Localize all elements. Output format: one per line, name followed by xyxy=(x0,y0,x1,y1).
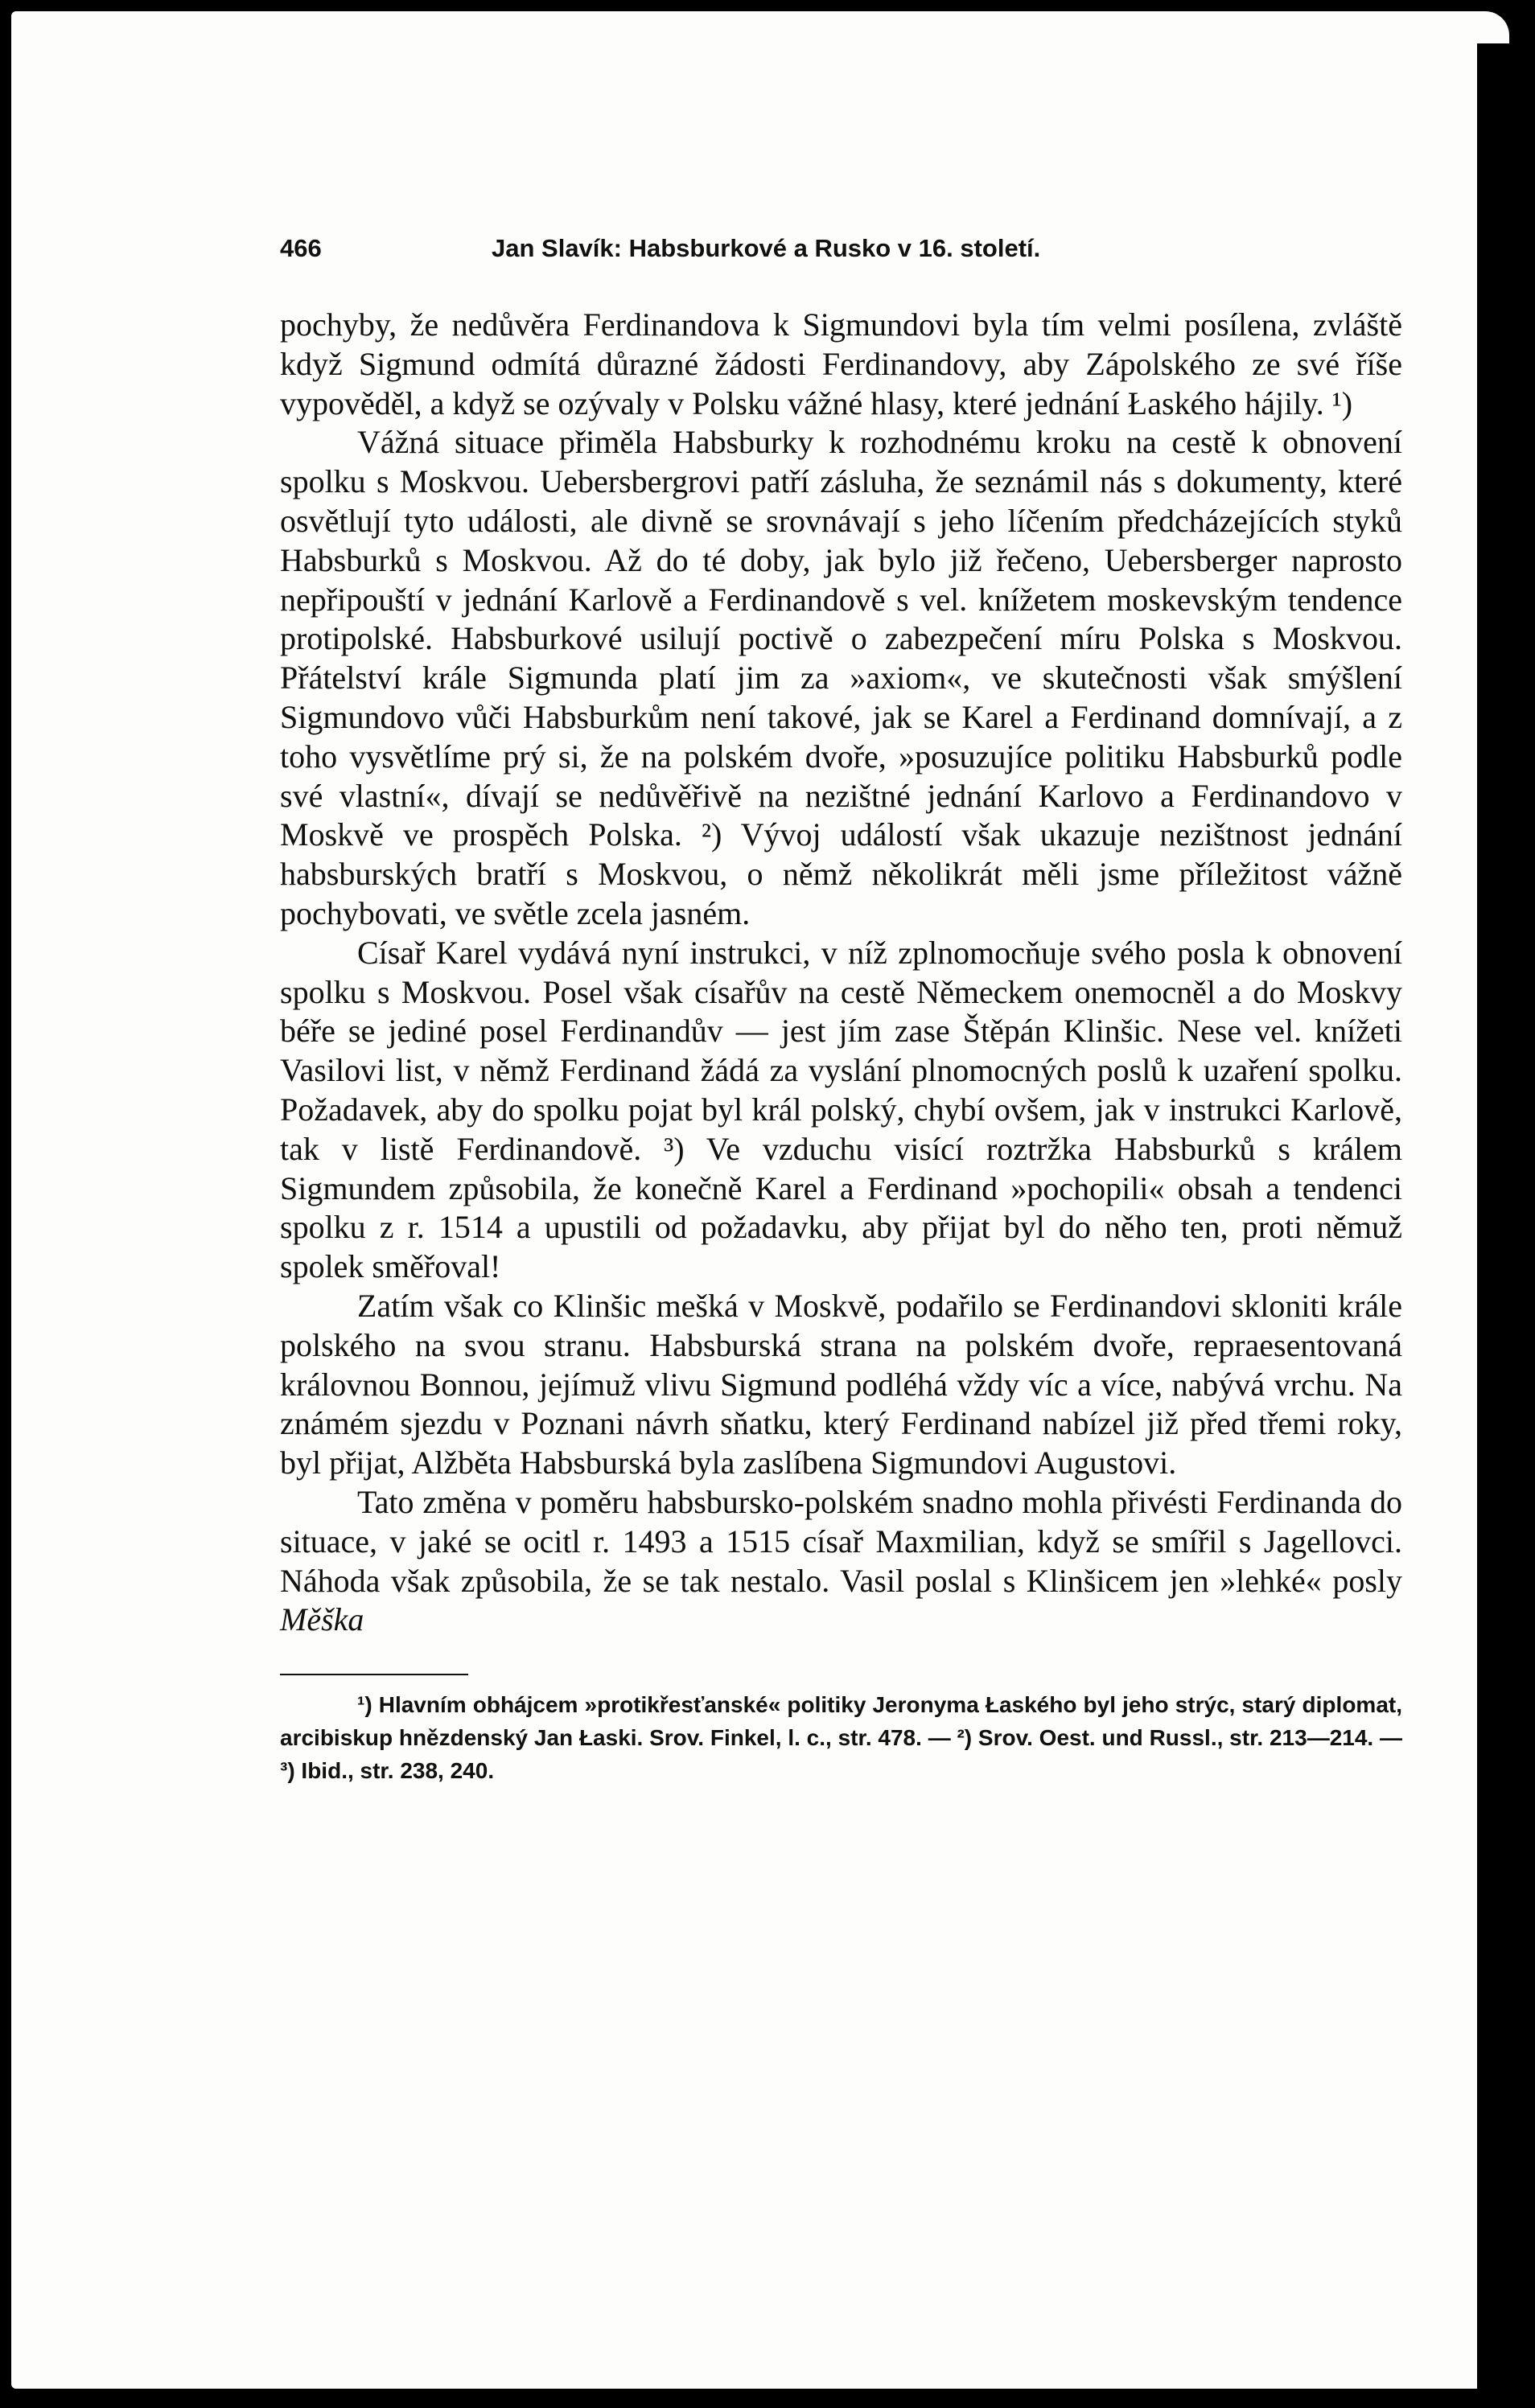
paragraph-5-text: Tato změna v poměru habsbursko-polském snadno mohla přivésti Ferdinanda do situace, v jaké se ocitl r. 1493 a 1515 císař Maxmilian, když se smířil s Jagellovci. Náhoda však způsobila, že se tak nestalo. Vasil poslal s Klinšicem jen »lehké« posly xyxy=(280,1483,1402,1599)
footnote-rule xyxy=(280,1674,468,1675)
page-shadow-edge xyxy=(1477,43,1509,2408)
paragraph-1: pochyby, že nedůvěra Ferdinandova k Sigmundovi byla tím velmi posílena, zvláště když Sigmund odmítá důrazné žádosti Ferdinandovy, aby Zápolského ze své říše vypověděl, a když se ozývaly v Polsku vážné hlasy, které jednání Łaského hájily. ¹) xyxy=(280,306,1402,421)
page-number: 466 xyxy=(280,234,322,262)
body-text xyxy=(280,306,1402,1640)
footnote-text: ¹) Hlavním obhájcem »protikřesťanské« politiky Jeronyma Łaského byl jeho strýc, starý diplomat, arcibiskup hnězdenský Jan Łaski. Srov. Finkel, l. c., str. 478. — ²) Srov. Oest. und Russl., str. 213—214. — ³) Ibid., str. 238, 240. xyxy=(280,1692,1402,1784)
paragraph-4: Zatím však co Klinšic mešká v Moskvě, podařilo se Ferdinandovi skloniti krále polského na svou stranu. Habsburská strana na polském dvoře, repraesentovaná královnou Bonnou, jejímuž vlivu Sigmund podléhá vždy víc a více, nabývá vrchu. Na známém sjezdu v Poznani návrh sňatku, který Ferdinand nabízel již před třemi roky, byl přijat, Alžběta Habsburská byla zaslíbena Sigmundovi Augustovi. xyxy=(280,1287,1402,1481)
italic-name: Měška xyxy=(280,1601,364,1638)
book-page xyxy=(11,11,1509,2389)
running-title: Jan Slavík: Habsburkové a Rusko v 16. století. xyxy=(492,234,1041,262)
running-header xyxy=(280,230,1402,267)
paragraph-5 xyxy=(280,1483,1402,1640)
paragraph-2: Vážná situace přiměla Habsburky k rozhodnému kroku na cestě k obnovení spolku s Moskvou. Uebersbergrovi patří zásluha, že seznámil nás s dokumenty, které osvětlují tyto události, ale divně se srovnávají s jeho líčením předcházejících styků Habsburků s Moskvou. Až do té doby, jak bylo již řečeno, Uebersberger naprosto nepřipouští v jednání Karlově a Ferdinandově s vel. knížetem moskevským tendence protipolské. Habsburkové usilují poctivě o zabezpečení míru Polska s Moskvou. Přátelství krále Sigmunda platí jim za »axiom«, ve skutečnosti však smýšlení Sigmundovo vůči Habsburkům není takové, jak se Karel a Ferdinand domnívají, a z toho vysvětlíme prý si, že na polském dvoře, »posuzujíce politiku Habsburků podle své vlastní«, dívají se nedůvěřivě na nezištné jednání Karlovo a Ferdinandovo v Moskvě ve prospěch Polska. ²) Vývoj událostí však ukazuje nezištnost jednání habsburských bratří s Moskvou, o němž několikrát měli jsme příležitost vážně pochybovati, ve světle zcela jasném. xyxy=(280,424,1402,931)
paragraph-3: Císař Karel vydává nyní instrukci, v níž zplnomocňuje svého posla k obnovení spolku s Moskvou. Posel však císařův na cestě Německem onemocněl a do Moskvy béře se jediné posel Ferdinandův — jest jím zase Štěpán Klinšic. Nese vel. knížeti Vasilovi list, v němž Ferdinand žádá za vyslání plnomocných poslů k uzaření spolku. Požadavek, aby do spolku pojat byl král polský, chybí ovšem, jak v instrukci Karlově, tak v listě Ferdinandově. ³) Ve vzduchu visící roztržka Habsburků s králem Sigmundem způsobila, že konečně Karel a Ferdinand »pochopili« obsah a tendenci spolku z r. 1514 a upustili od požadavku, aby přijat byl do něho ten, proti němuž spolek směřoval! xyxy=(280,934,1402,1285)
page-content xyxy=(280,230,1402,1787)
footnotes xyxy=(280,1688,1402,1787)
